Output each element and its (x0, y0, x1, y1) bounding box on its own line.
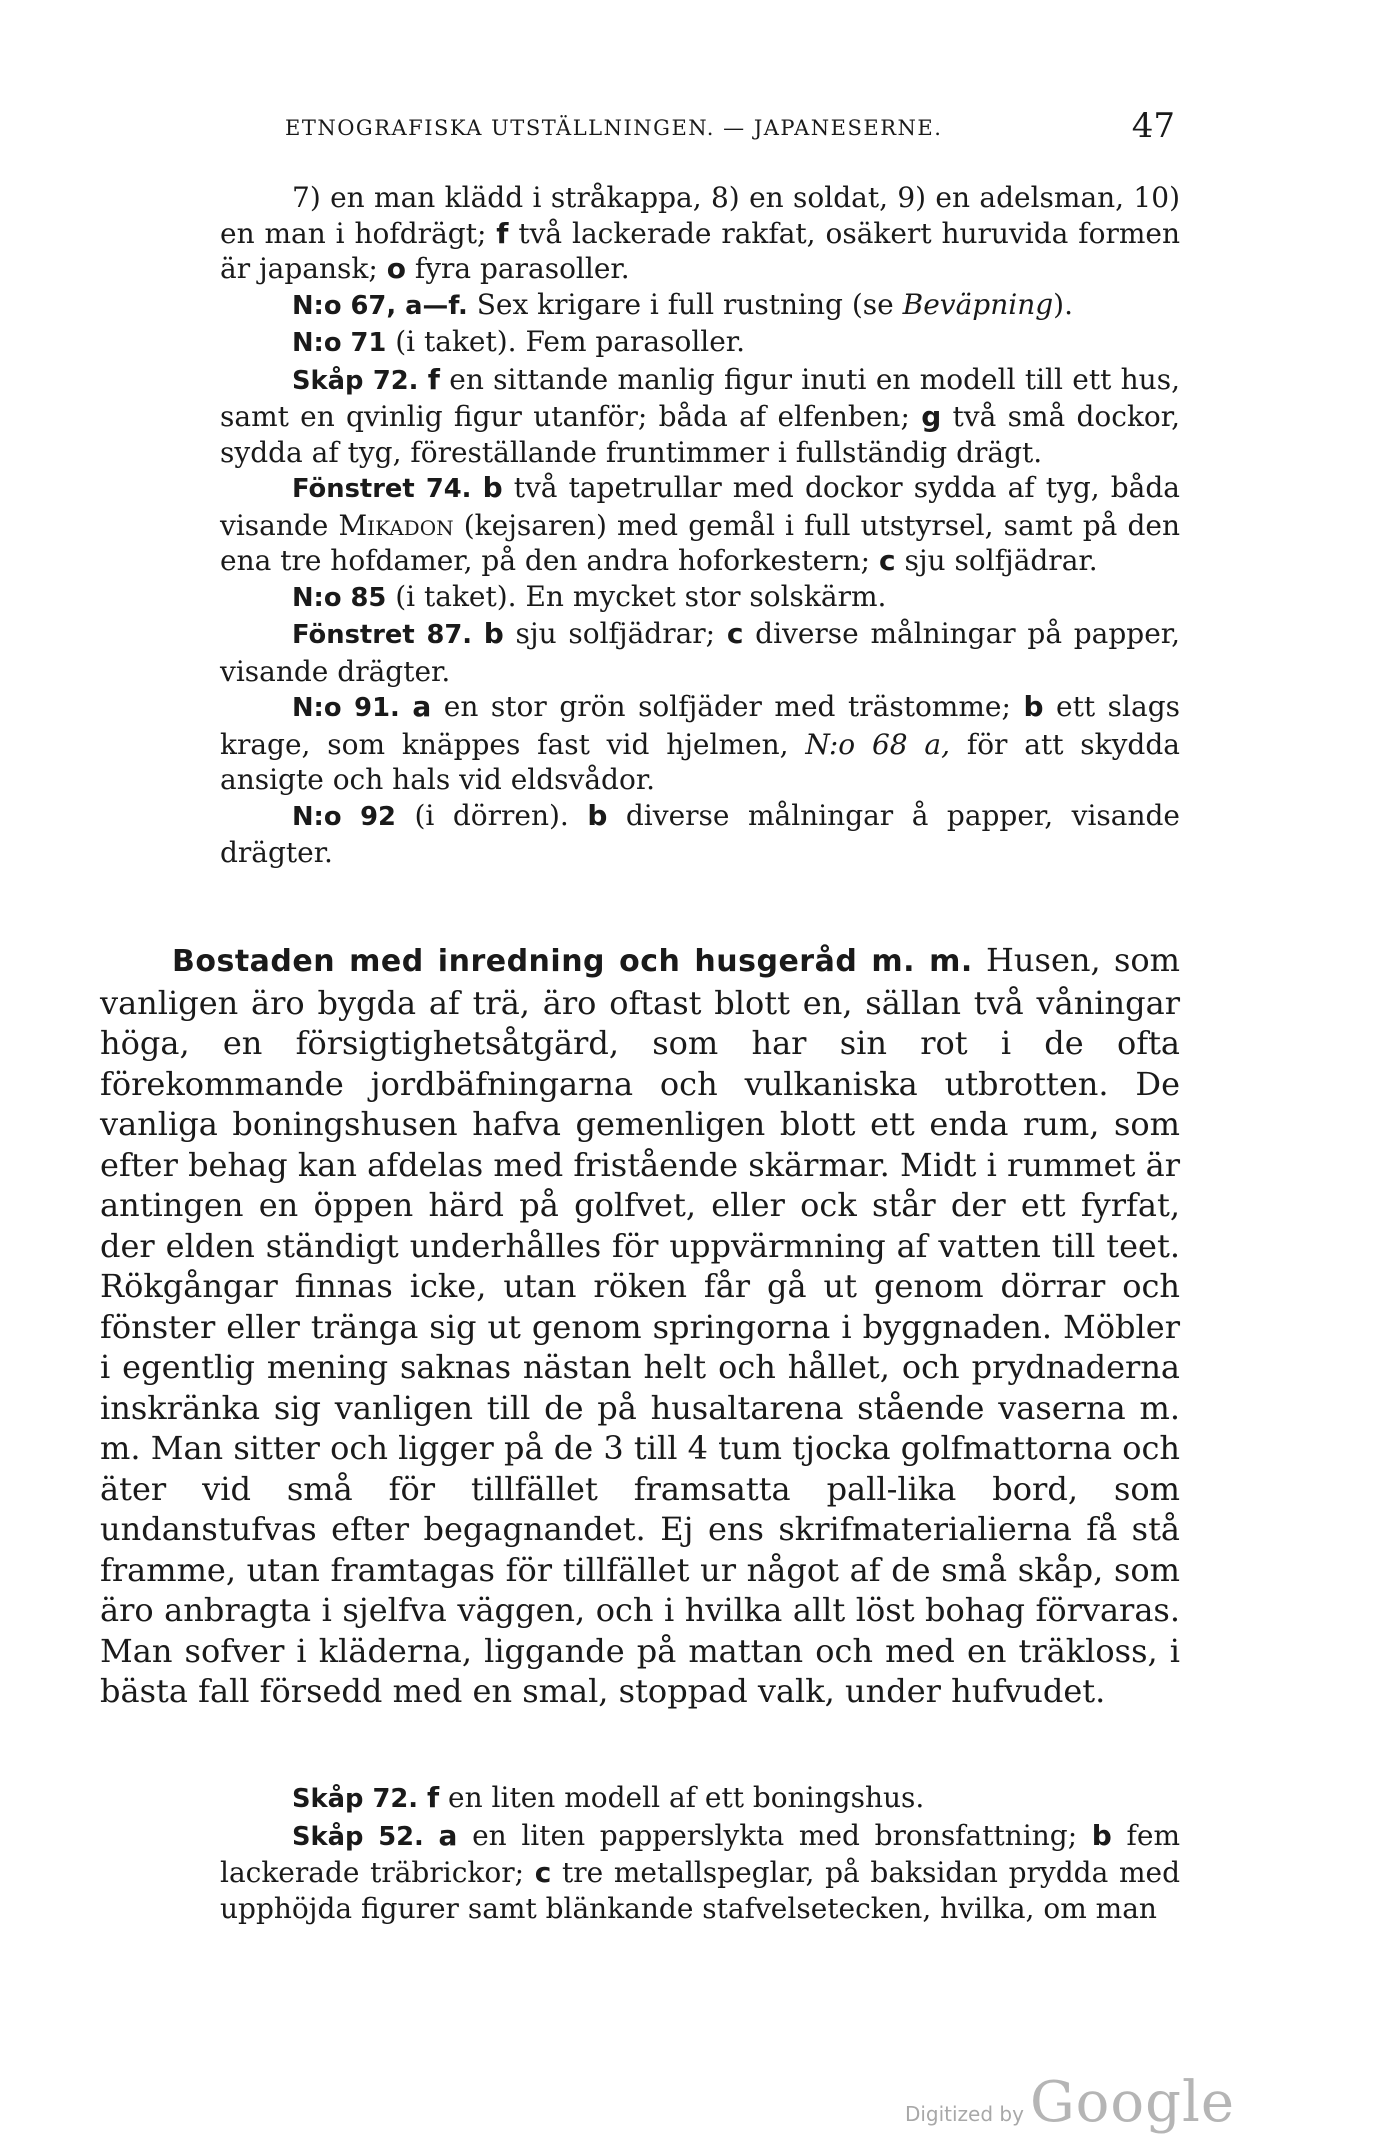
entry-label: Fönstret 87. (292, 620, 473, 650)
housing-section (100, 940, 1180, 1712)
watermark-prefix: Digitized by (904, 2102, 1024, 2126)
entry-fonstret-74: Fönstret 74. b två tapetrullar med dockor sydda af tyg, båda visande Mikadon (kejsaren) med gemål i full utstyrsel, samt på den ena tre hofdamer, på den andra hoforkestern; c sju solfjädrar. (220, 471, 1180, 577)
cross-reference: Beväpning (902, 287, 1054, 321)
entry-label: N:o 67, a—f. (292, 290, 468, 321)
entry-label: Skåp 72. (292, 1784, 419, 1814)
running-head-title: ETNOGRAFISKA UTSTÄLLNINGEN. — JAPANESERNE. (285, 116, 943, 140)
entry-no-71: N:o 71 (i taket). Fem parasoller. (292, 325, 746, 358)
entry-no-67: N:o 67, a—f. Sex krigare i full rustning (se Beväpning). (292, 287, 1073, 321)
entry-label: N:o 71 (292, 328, 387, 358)
google-logo: Google (1029, 2070, 1235, 2135)
running-head (285, 106, 1175, 146)
page-number: 47 (1131, 106, 1175, 146)
entry-label: N:o 91. (292, 693, 400, 723)
entry-label: Skåp 72. (292, 365, 419, 396)
entry-no-92: N:o 92 (i dörren). b diverse målningar å papper, visande drägter. (220, 798, 1181, 869)
entry-fonstret-87: Fönstret 87. b sju solfjädrar; c diverse målningar på papper, visande drägter. (220, 617, 1180, 688)
entry-no-91: N:o 91. a en stor grön solfjäder med trästomme; b ett slags krage, som knäppes fast vid hjelmen, N:o 68 a, för att skydda ansigte och hals vid eldsvådor. (220, 690, 1180, 796)
entry-label: Skåp 52. (292, 1821, 424, 1852)
entry-label: N:o 85 (292, 582, 387, 613)
catalog-section-top (220, 180, 1180, 871)
entry-skap-72-model: Skåp 72. f en liten modell af ett boningshus. (292, 1781, 925, 1814)
paragraph-7-10: 7) en man klädd i stråkappa, 8) en soldat, 9) en adelsman, 10) en man i hofdrägt; f två lackerade rakfat, osäkert huruvida formen är japansk; o fyra parasoller. (220, 181, 1180, 285)
digitized-watermark (905, 2070, 1235, 2135)
entry-no-85: N:o 85 (i taket). En mycket stor solskärm. (292, 579, 887, 613)
catalog-section-bottom (220, 1780, 1180, 1926)
housing-paragraph: Bostaden med inredning och husgeråd m. m. Husen, som vanligen äro bygda af trä, äro oftast blott en, sällan två våningar höga, en försigtighetsåtgärd, som har sin rot i de ofta förekommande jordbäfningarna och vulkaniska utbrotten. De vanliga boningshusen hafva gemenligen blott ett enda rum, som efter behag kan afdelas med fristående skärmar. Midt i rummet är antingen en öppen härd på golfvet, eller ock står der ett fyrfat, der elden ständigt underhålles för uppvärmning af vatten till teet. Rökgångar finnas icke, utan röken får gå ut genom dörrar och fönster eller tränga sig ut genom springorna i byggnaden. Möbler i egentlig mening saknas nästan helt och hållet, och prydnaderna inskränka sig vanligen till de på husaltarena stående vaserna m. m. Man sitter och ligger på de 3 till 4 tum tjocka golfmattorna och äter vid små för tillfället framsatta pall-lika bord, som undanstufvas efter begagnandet. Ej ens skrifmaterialierna få stå framme, utan framtagas för tillfället ur något af de små skåp, som äro anbragta i sjelfva väggen, och i hvilka allt löst bohag förvaras. Man sofver i kläderna, liggande på mattan och med en träkloss, i bästa fall försedd med en smal, stoppad valk, under hufvudet. (100, 941, 1180, 1710)
cross-reference: N:o 68 a, (805, 727, 950, 761)
section-heading: Bostaden med inredning och husgeråd m. m. (172, 944, 973, 979)
entry-skap-52: Skåp 52. a en liten papperslykta med bronsfattning; b fem lackerade träbrickor; c tre metallspeglar, på baksidan prydda med upphöjda figurer samt blänkande stafvelsetecken, hvilka, om man (220, 1818, 1180, 1925)
entry-label: N:o 92 (292, 801, 396, 832)
entry-label: Fönstret 74. (292, 474, 472, 504)
entry-skap-72: Skåp 72. f en sittande manlig figur inuti en modell till ett hus, samt en qvinlig figur utanför; båda af elfenben; g två små dockor, sydda af tyg, föreställande fruntimmer i fullständig drägt. (220, 362, 1180, 469)
